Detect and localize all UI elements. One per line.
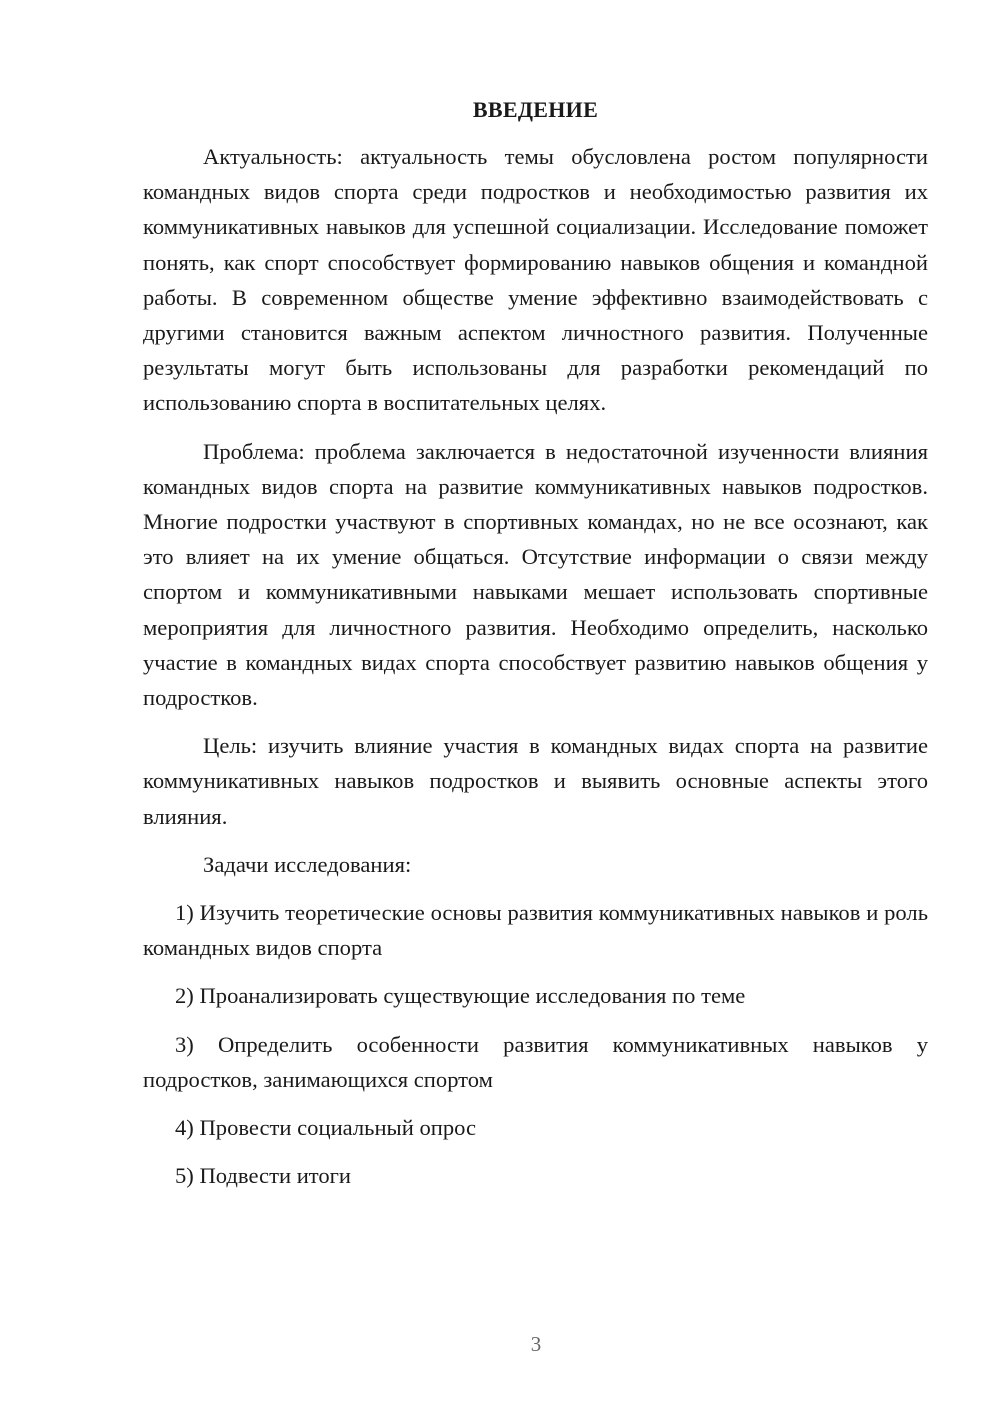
- task-item: 5) Подвести итоги: [175, 1163, 352, 1189]
- tasks-heading: Задачи исследования:: [203, 851, 412, 877]
- task-item: 2) Проанализировать существующие исследования по теме: [175, 983, 746, 1009]
- paragraph-goal: Цель: изучить влияние участия в командных видах спорта на развитие коммуникативных навыков подростков и выявить основные аспекты этого влияния.: [143, 733, 928, 829]
- task-item: 4) Провести социальный опрос: [175, 1115, 477, 1141]
- paragraph-problem: Проблема: проблема заключается в недостаточной изученности влияния командных видов спорта на развитие коммуникативных навыков подростков. Многие подростки участвуют в спортивных командах, но не все осознают, как это влияет на их умение общаться. Отсутствие информации о связи между спортом и коммуникативными навыками мешает использовать спортивные мероприятия для личностного развития. Необходимо определить, насколько участие в командных видах спорта способствует развитию навыков общения у подростков.: [143, 438, 928, 711]
- page-number: 3: [530, 1332, 542, 1356]
- task-item: 3) Определить особенности развития коммуникативных навыков у подростков, занимающихся спортом: [143, 1031, 928, 1092]
- document-page: [143, 92, 928, 1193]
- paragraph-relevance: Актуальность: актуальность темы обусловлена ростом популярности командных видов спорта среди подростков и необходимостью развития их коммуникативных навыков для успешной социализации. Исследование поможет понять, как спорт способствует формированию навыков общения и командной работы. В современном обществе умение эффективно взаимодействовать с другими становится важным аспектом личностного развития. Полученные результаты могут быть использованы для разработки рекомендаций по использованию спорта в воспитательных целях.: [143, 144, 928, 416]
- page-title: ВВЕДЕНИЕ: [472, 97, 599, 122]
- task-item: 1) Изучить теоретические основы развития коммуникативных навыков и роль командных видов спорта: [143, 900, 928, 961]
